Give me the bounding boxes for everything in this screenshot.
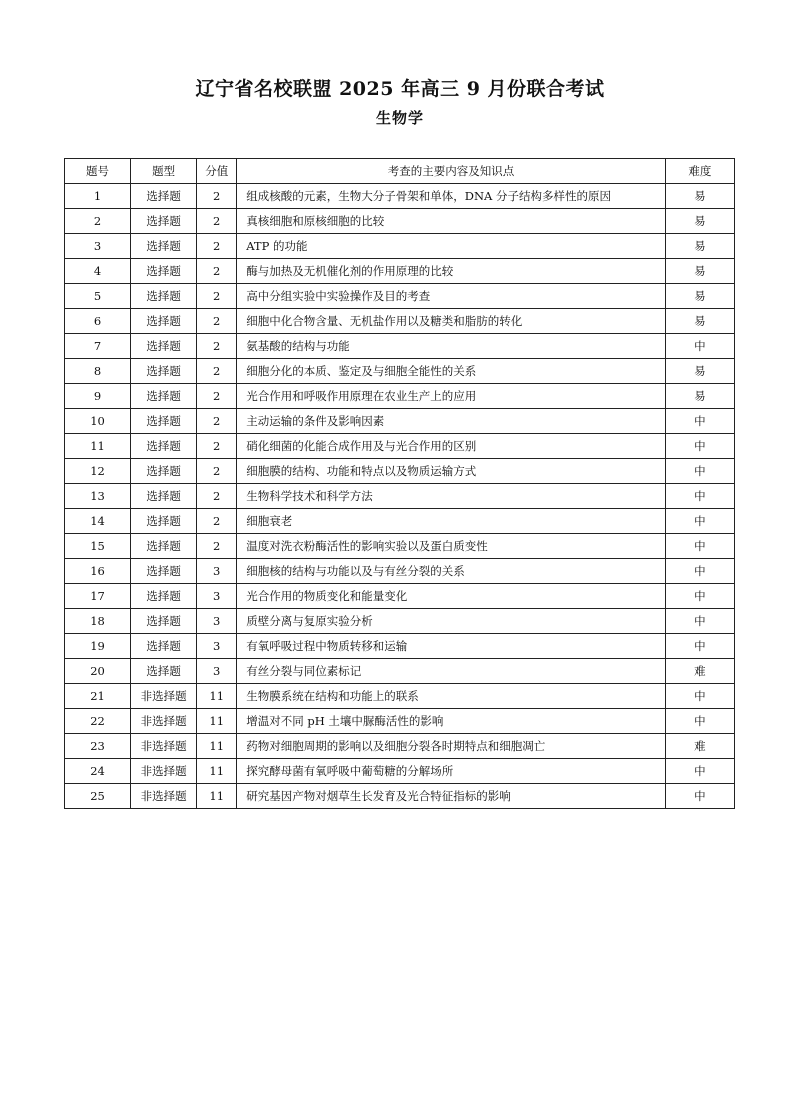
cell-question-type: 选择题 bbox=[131, 534, 197, 559]
cell-difficulty: 中 bbox=[665, 534, 734, 559]
cell-difficulty: 中 bbox=[665, 559, 734, 584]
cell-question-number: 20 bbox=[65, 659, 131, 684]
cell-difficulty: 易 bbox=[665, 234, 734, 259]
cell-score: 11 bbox=[197, 759, 237, 784]
cell-content: 光合作用的物质变化和能量变化 bbox=[237, 584, 666, 609]
table-row bbox=[65, 734, 735, 759]
table-row bbox=[65, 559, 735, 584]
cell-content: 增温对不同 pH 土壤中脲酶活性的影响 bbox=[237, 709, 666, 734]
cell-difficulty: 中 bbox=[665, 784, 734, 809]
header-difficulty: 难度 bbox=[665, 159, 734, 184]
cell-question-type: 选择题 bbox=[131, 209, 197, 234]
cell-question-number: 4 bbox=[65, 259, 131, 284]
table-row bbox=[65, 384, 735, 409]
cell-score: 3 bbox=[197, 634, 237, 659]
header-question-type: 题型 bbox=[131, 159, 197, 184]
cell-question-type: 选择题 bbox=[131, 434, 197, 459]
table-header bbox=[65, 159, 735, 184]
cell-difficulty: 难 bbox=[665, 659, 734, 684]
cell-score: 2 bbox=[197, 484, 237, 509]
cell-score: 2 bbox=[197, 459, 237, 484]
table-row bbox=[65, 684, 735, 709]
cell-question-type: 选择题 bbox=[131, 384, 197, 409]
cell-content: 硝化细菌的化能合成作用及与光合作用的区别 bbox=[237, 434, 666, 459]
cell-content: 细胞分化的本质、鉴定及与细胞全能性的关系 bbox=[237, 359, 666, 384]
cell-difficulty: 易 bbox=[665, 309, 734, 334]
cell-score: 2 bbox=[197, 309, 237, 334]
cell-score: 2 bbox=[197, 259, 237, 284]
cell-content: 细胞膜的结构、功能和特点以及物质运输方式 bbox=[237, 459, 666, 484]
cell-score: 2 bbox=[197, 184, 237, 209]
table-row bbox=[65, 534, 735, 559]
cell-question-number: 19 bbox=[65, 634, 131, 659]
cell-difficulty: 中 bbox=[665, 459, 734, 484]
cell-question-number: 14 bbox=[65, 509, 131, 534]
cell-question-number: 9 bbox=[65, 384, 131, 409]
document-title: 辽宁省名校联盟 2025 年高三 9 月份联合考试 bbox=[195, 78, 605, 100]
table-row bbox=[65, 459, 735, 484]
cell-score: 2 bbox=[197, 209, 237, 234]
cell-question-type: 非选择题 bbox=[131, 734, 197, 759]
cell-question-type: 选择题 bbox=[131, 359, 197, 384]
cell-content: ATP 的功能 bbox=[237, 234, 666, 259]
cell-question-type: 非选择题 bbox=[131, 784, 197, 809]
cell-score: 2 bbox=[197, 234, 237, 259]
cell-content: 质壁分离与复原实验分析 bbox=[237, 609, 666, 634]
cell-score: 2 bbox=[197, 284, 237, 309]
cell-score: 3 bbox=[197, 659, 237, 684]
cell-content: 探究酵母菌有氧呼吸中葡萄糖的分解场所 bbox=[237, 759, 666, 784]
cell-content: 温度对洗衣粉酶活性的影响实验以及蛋白质变性 bbox=[237, 534, 666, 559]
cell-question-number: 12 bbox=[65, 459, 131, 484]
cell-content: 生物膜系统在结构和功能上的联系 bbox=[237, 684, 666, 709]
cell-score: 2 bbox=[197, 534, 237, 559]
table-row bbox=[65, 509, 735, 534]
cell-difficulty: 中 bbox=[665, 434, 734, 459]
cell-score: 2 bbox=[197, 334, 237, 359]
cell-content: 细胞核的结构与功能以及与有丝分裂的关系 bbox=[237, 559, 666, 584]
cell-difficulty: 易 bbox=[665, 284, 734, 309]
cell-question-type: 选择题 bbox=[131, 284, 197, 309]
cell-difficulty: 难 bbox=[665, 734, 734, 759]
header-score: 分值 bbox=[197, 159, 237, 184]
cell-difficulty: 中 bbox=[665, 409, 734, 434]
cell-question-number: 5 bbox=[65, 284, 131, 309]
table-row bbox=[65, 284, 735, 309]
table-row bbox=[65, 609, 735, 634]
cell-question-type: 选择题 bbox=[131, 309, 197, 334]
table-row bbox=[65, 434, 735, 459]
cell-question-number: 13 bbox=[65, 484, 131, 509]
cell-question-type: 选择题 bbox=[131, 409, 197, 434]
table-row bbox=[65, 709, 735, 734]
table-body bbox=[65, 184, 735, 809]
cell-content: 生物科学技术和科学方法 bbox=[237, 484, 666, 509]
table-row bbox=[65, 634, 735, 659]
cell-question-number: 3 bbox=[65, 234, 131, 259]
cell-score: 11 bbox=[197, 734, 237, 759]
cell-score: 2 bbox=[197, 359, 237, 384]
cell-content: 光合作用和呼吸作用原理在农业生产上的应用 bbox=[237, 384, 666, 409]
cell-question-type: 非选择题 bbox=[131, 684, 197, 709]
cell-difficulty: 中 bbox=[665, 759, 734, 784]
cell-difficulty: 中 bbox=[665, 509, 734, 534]
cell-question-type: 非选择题 bbox=[131, 759, 197, 784]
exam-analysis-table bbox=[64, 158, 735, 809]
cell-question-type: 选择题 bbox=[131, 584, 197, 609]
cell-difficulty: 中 bbox=[665, 484, 734, 509]
table-header-row bbox=[65, 159, 735, 184]
document-subtitle: 生物学 bbox=[375, 109, 424, 127]
table-row bbox=[65, 359, 735, 384]
table-row bbox=[65, 184, 735, 209]
cell-question-number: 22 bbox=[65, 709, 131, 734]
cell-question-number: 10 bbox=[65, 409, 131, 434]
cell-score: 11 bbox=[197, 684, 237, 709]
cell-question-type: 选择题 bbox=[131, 459, 197, 484]
cell-content: 真核细胞和原核细胞的比较 bbox=[237, 209, 666, 234]
cell-question-number: 18 bbox=[65, 609, 131, 634]
cell-content: 细胞衰老 bbox=[237, 509, 666, 534]
cell-score: 2 bbox=[197, 384, 237, 409]
cell-content: 有氧呼吸过程中物质转移和运输 bbox=[237, 634, 666, 659]
cell-difficulty: 中 bbox=[665, 609, 734, 634]
cell-score: 2 bbox=[197, 409, 237, 434]
cell-question-type: 选择题 bbox=[131, 634, 197, 659]
cell-question-number: 7 bbox=[65, 334, 131, 359]
cell-question-number: 15 bbox=[65, 534, 131, 559]
cell-difficulty: 易 bbox=[665, 384, 734, 409]
cell-content: 研究基因产物对烟草生长发育及光合特征指标的影响 bbox=[237, 784, 666, 809]
table-row bbox=[65, 584, 735, 609]
cell-question-type: 选择题 bbox=[131, 609, 197, 634]
header-content: 考查的主要内容及知识点 bbox=[237, 159, 666, 184]
cell-difficulty: 易 bbox=[665, 359, 734, 384]
cell-score: 3 bbox=[197, 559, 237, 584]
cell-question-number: 17 bbox=[65, 584, 131, 609]
cell-question-type: 选择题 bbox=[131, 484, 197, 509]
cell-question-number: 2 bbox=[65, 209, 131, 234]
cell-question-type: 选择题 bbox=[131, 509, 197, 534]
table-row bbox=[65, 759, 735, 784]
cell-content: 酶与加热及无机催化剂的作用原理的比较 bbox=[237, 259, 666, 284]
cell-content: 细胞中化合物含量、无机盐作用以及糖类和脂肪的转化 bbox=[237, 309, 666, 334]
table-row bbox=[65, 309, 735, 334]
cell-question-type: 选择题 bbox=[131, 184, 197, 209]
cell-content: 氨基酸的结构与功能 bbox=[237, 334, 666, 359]
cell-question-number: 11 bbox=[65, 434, 131, 459]
cell-question-type: 选择题 bbox=[131, 334, 197, 359]
cell-question-type: 选择题 bbox=[131, 259, 197, 284]
cell-question-type: 非选择题 bbox=[131, 709, 197, 734]
cell-difficulty: 中 bbox=[665, 709, 734, 734]
table-row bbox=[65, 659, 735, 684]
table-row bbox=[65, 234, 735, 259]
cell-question-type: 选择题 bbox=[131, 559, 197, 584]
table-row bbox=[65, 409, 735, 434]
cell-difficulty: 中 bbox=[665, 634, 734, 659]
cell-question-type: 选择题 bbox=[131, 234, 197, 259]
cell-question-number: 1 bbox=[65, 184, 131, 209]
table-row bbox=[65, 209, 735, 234]
cell-score: 3 bbox=[197, 584, 237, 609]
cell-question-number: 8 bbox=[65, 359, 131, 384]
cell-difficulty: 中 bbox=[665, 684, 734, 709]
cell-question-type: 选择题 bbox=[131, 659, 197, 684]
cell-content: 高中分组实验中实验操作及目的考查 bbox=[237, 284, 666, 309]
cell-difficulty: 易 bbox=[665, 184, 734, 209]
cell-content: 有丝分裂与同位素标记 bbox=[237, 659, 666, 684]
cell-score: 2 bbox=[197, 434, 237, 459]
header-question-number: 题号 bbox=[65, 159, 131, 184]
cell-score: 3 bbox=[197, 609, 237, 634]
cell-content: 组成核酸的元素，生物大分子骨架和单体，DNA 分子结构多样性的原因 bbox=[237, 184, 666, 209]
cell-question-number: 23 bbox=[65, 734, 131, 759]
cell-question-number: 16 bbox=[65, 559, 131, 584]
cell-difficulty: 易 bbox=[665, 209, 734, 234]
table-row bbox=[65, 259, 735, 284]
cell-content: 药物对细胞周期的影响以及细胞分裂各时期特点和细胞凋亡 bbox=[237, 734, 666, 759]
cell-question-number: 6 bbox=[65, 309, 131, 334]
table-row bbox=[65, 334, 735, 359]
table-row bbox=[65, 784, 735, 809]
cell-question-number: 25 bbox=[65, 784, 131, 809]
cell-score: 11 bbox=[197, 784, 237, 809]
cell-difficulty: 中 bbox=[665, 334, 734, 359]
cell-question-number: 21 bbox=[65, 684, 131, 709]
cell-score: 2 bbox=[197, 509, 237, 534]
cell-content: 主动运输的条件及影响因素 bbox=[237, 409, 666, 434]
cell-difficulty: 易 bbox=[665, 259, 734, 284]
cell-difficulty: 中 bbox=[665, 584, 734, 609]
cell-score: 11 bbox=[197, 709, 237, 734]
cell-question-number: 24 bbox=[65, 759, 131, 784]
table-row bbox=[65, 484, 735, 509]
